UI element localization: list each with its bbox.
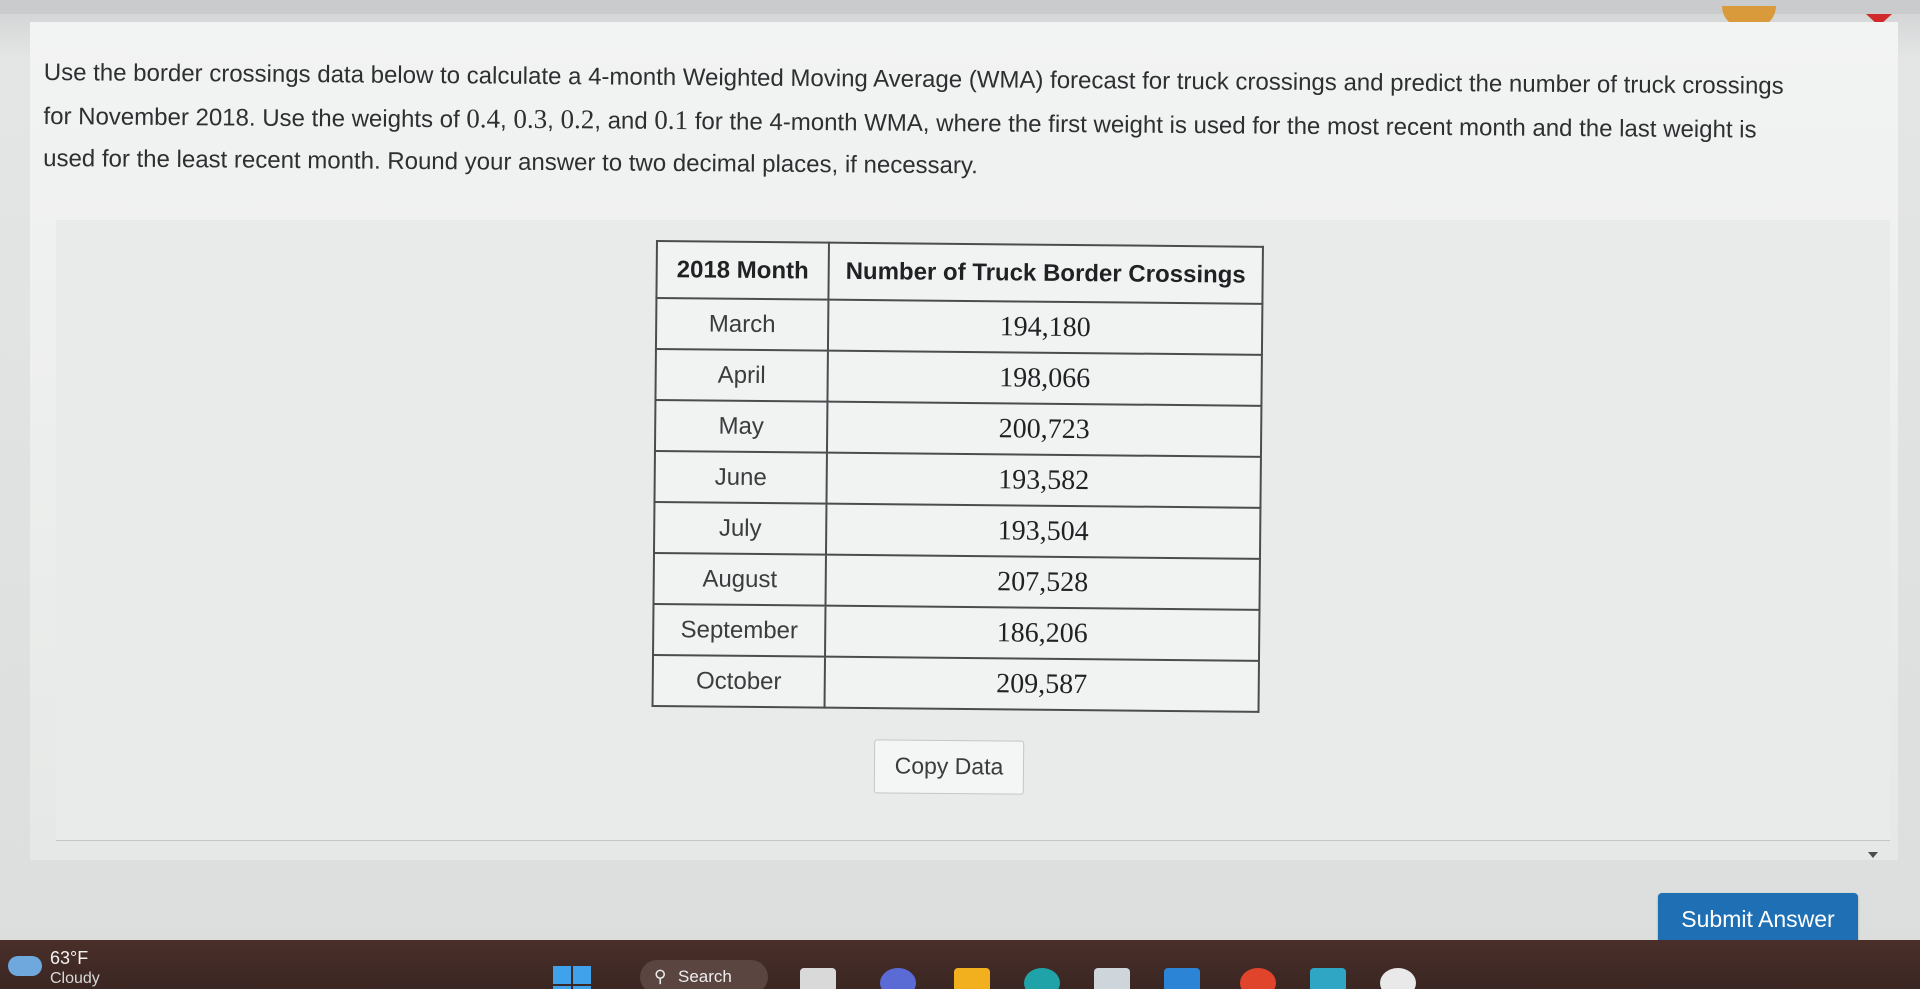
crossings-cell: 198,066 [827,351,1261,406]
crossings-cell: 207,528 [825,555,1259,610]
question-line-1: Use the border crossings data below to calculate a 4-month Weighted Moving Average (WMA) forecast for truck crossings and predict the number of truck crossings [43,58,1784,100]
search-icon: ⚲ [654,967,667,986]
crossings-cell: 194,180 [828,300,1262,355]
weight-sep-1: , [500,106,514,134]
table-row [654,553,1260,610]
app-icon-white[interactable] [1380,968,1416,989]
question-line-2b: for the 4-month WMA, where the first weight is used for the most recent month and the last weight is [687,108,1757,144]
crossings-cell: 186,206 [825,606,1259,661]
file-explorer-icon[interactable] [954,968,990,989]
border-crossings-table [652,240,1264,713]
table-header-row [656,241,1263,304]
crossings-cell: 193,504 [826,504,1260,559]
teams-icon[interactable] [880,968,916,989]
copy-data-button[interactable]: Copy Data [874,739,1024,794]
crossings-cell: 193,582 [826,453,1260,508]
task-view-icon[interactable] [800,968,836,989]
search-label: Search [678,967,732,986]
weight-sep-2: , [547,106,561,135]
column-header-month: 2018 Month [656,241,829,300]
app-icon-teal[interactable] [1310,968,1346,989]
mail-icon[interactable] [1164,968,1200,989]
table-row [656,298,1262,355]
question-text [43,52,1864,194]
cloud-icon[interactable] [8,956,42,976]
scroll-down-arrow-icon[interactable] [1868,852,1878,858]
windows-start-icon[interactable] [553,966,591,989]
month-cell: July [654,502,826,555]
month-cell: September [653,604,825,657]
crossings-cell: 200,723 [827,402,1261,457]
month-cell: October [653,655,825,708]
weather-condition[interactable]: Cloudy [50,970,100,987]
table-row [653,604,1259,661]
weight-3: 0.2 [560,104,595,135]
month-cell: June [654,451,826,504]
table-row [653,655,1259,712]
store-icon[interactable] [1094,968,1130,989]
month-cell: August [654,553,826,606]
month-cell: March [656,298,828,351]
weather-temperature[interactable]: 63°F [50,948,89,968]
weight-sep-3: , and [594,107,655,135]
weight-4: 0.1 [654,104,689,136]
submit-answer-button[interactable]: Submit Answer [1658,893,1858,945]
edge-icon[interactable] [1024,968,1060,989]
weight-2: 0.3 [513,103,548,134]
table-row [655,349,1261,406]
table-row [655,400,1261,457]
table-row [654,451,1260,508]
question-line-2a: for November 2018. Use the weights of [43,102,467,134]
app-icon-red[interactable] [1240,968,1276,989]
crossings-cell: 209,587 [825,657,1259,712]
screen-top-strip [0,0,1920,14]
column-header-crossings: Number of Truck Border Crossings [828,243,1263,304]
question-line-3: used for the least recent month. Round your answer to two decimal places, if necessary. [43,144,978,180]
table-row [654,502,1260,559]
month-cell: May [655,400,827,453]
month-cell: April [655,349,827,402]
taskbar-search[interactable] [640,960,768,989]
weight-1: 0.4 [466,103,501,134]
taskbar [0,940,1920,989]
